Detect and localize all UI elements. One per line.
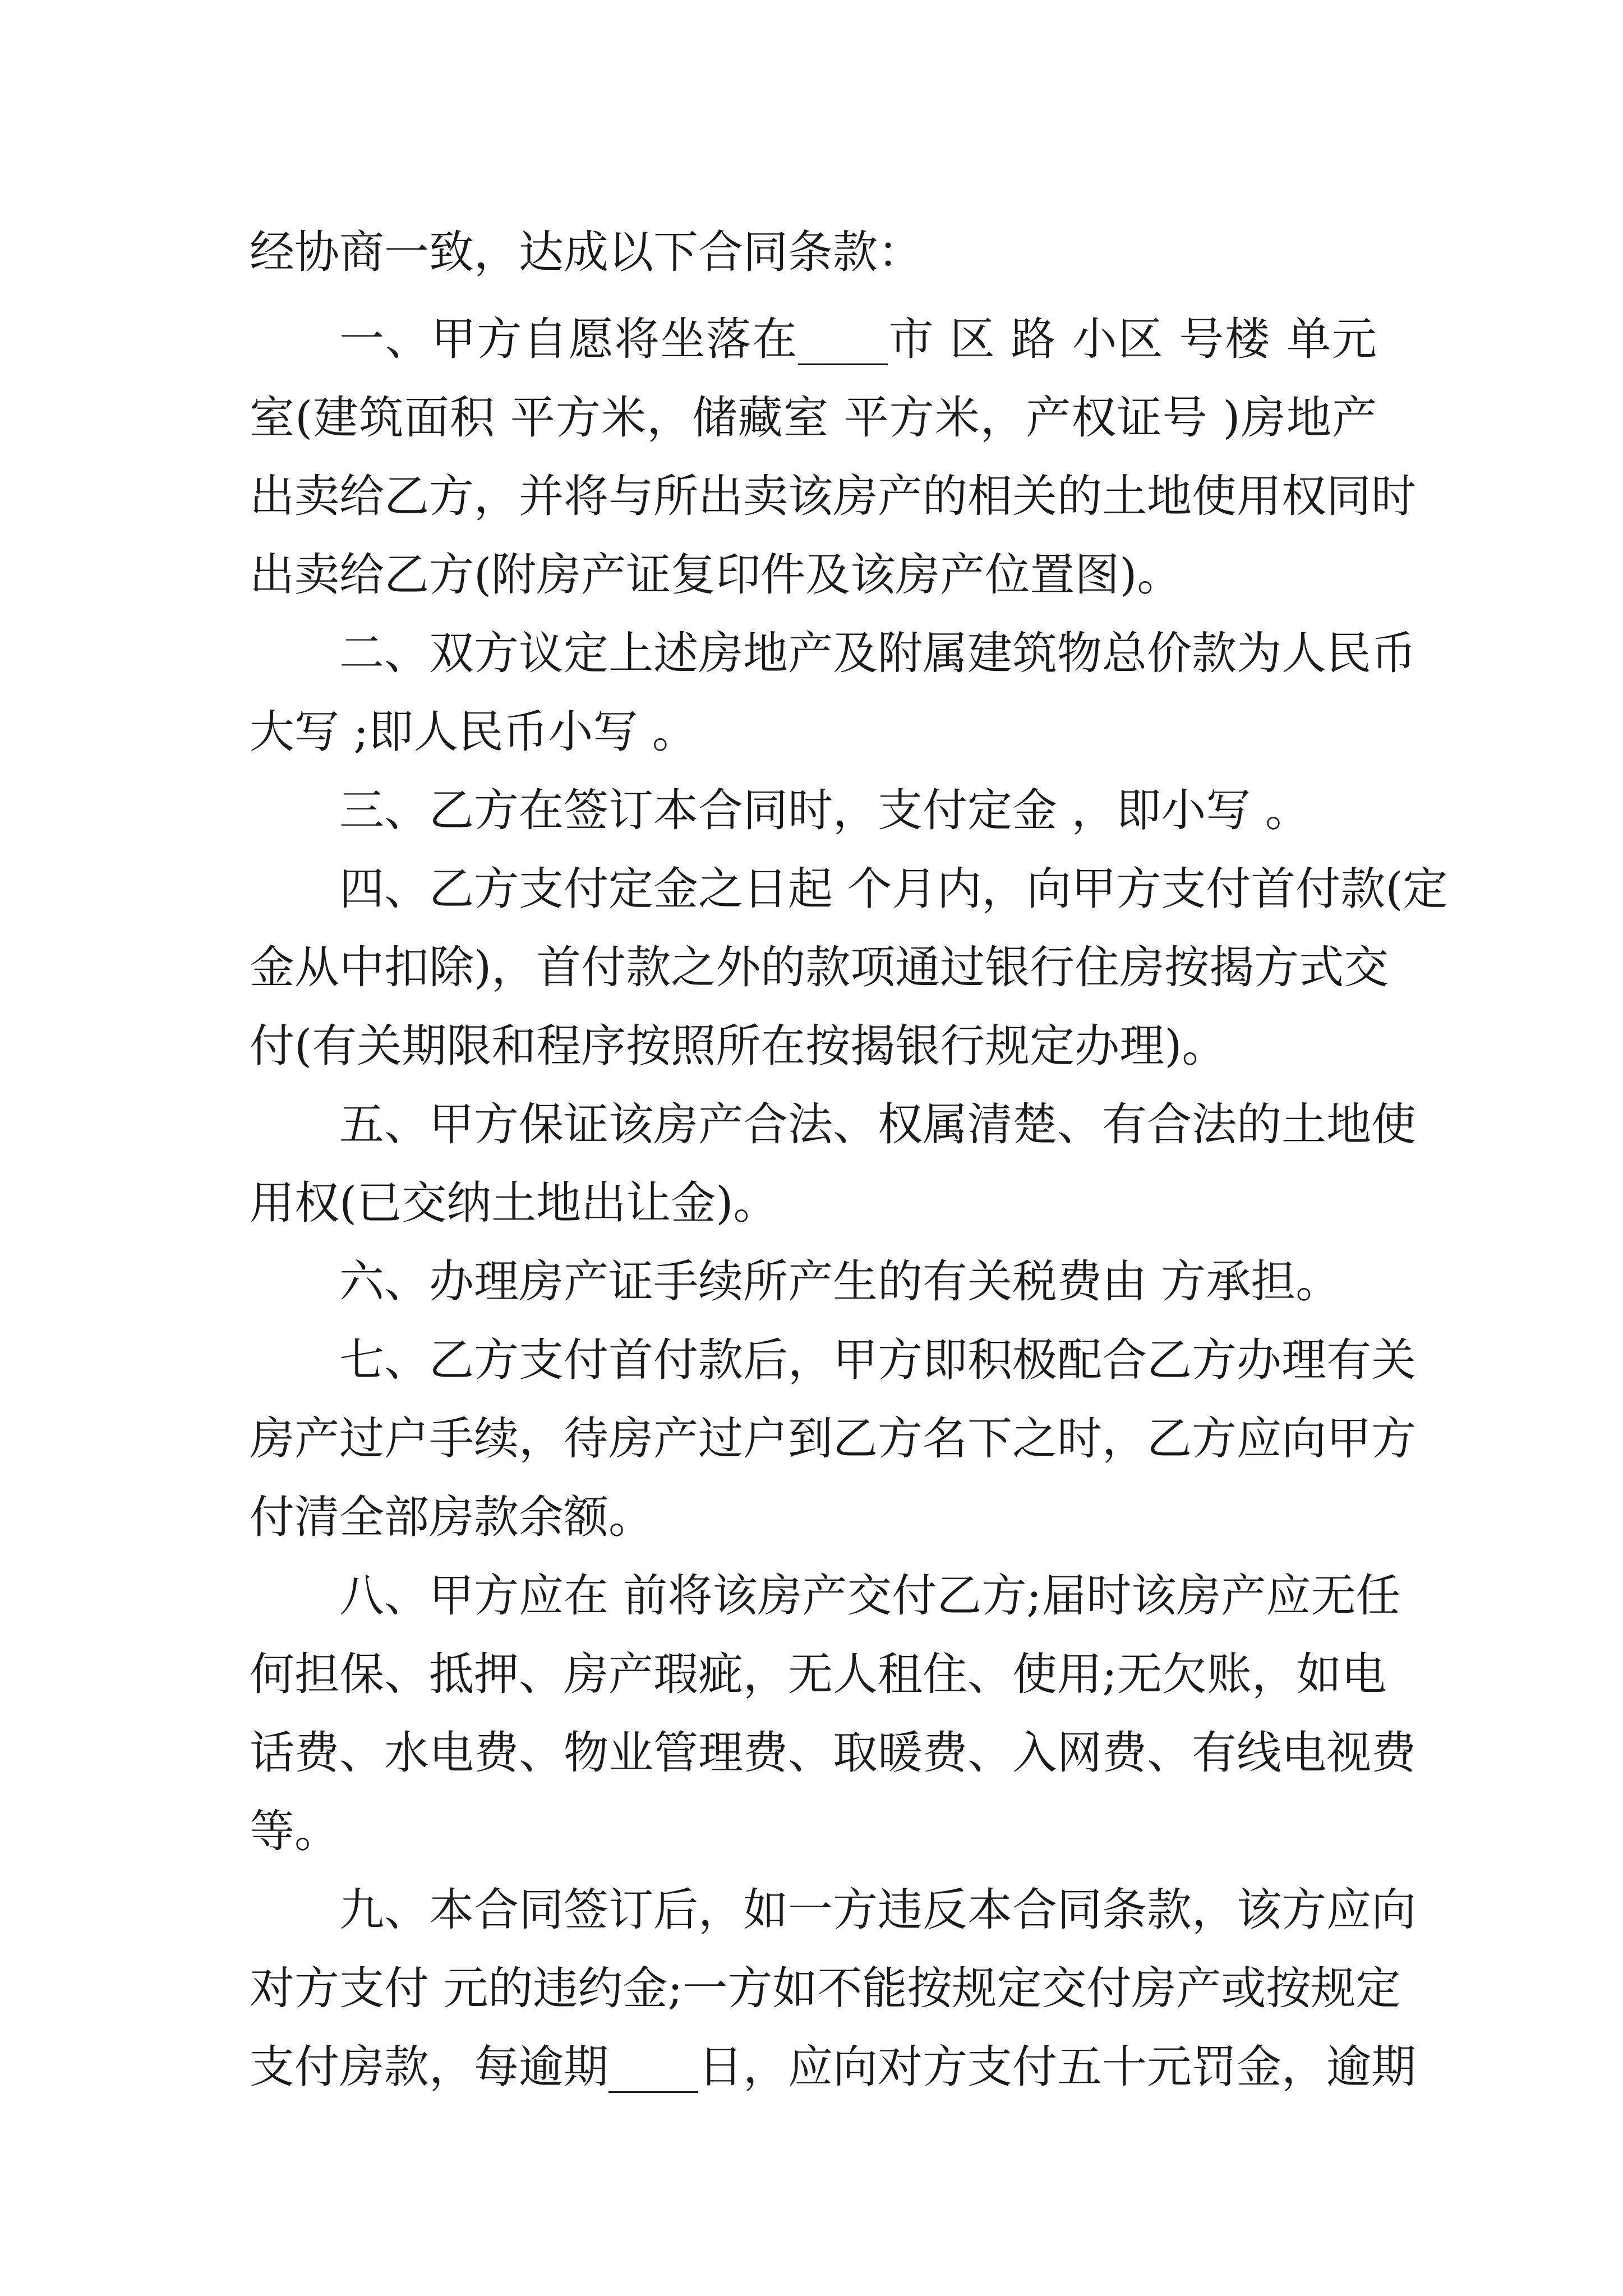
clause-7-line-2: 房产过户手续，待房产过户到乙方名下之时，乙方应向甲方 (250, 1412, 1416, 1465)
clause-9-line-2: 对方支付 元的违约金;一方如不能按规定交付房产或按规定 (250, 1962, 1401, 2014)
clause-9-line-1: 九、本合同签订后，如一方违反本合同条款，该方应向 (339, 1884, 1416, 1936)
intro-line: 经协商一致，达成以下合同条款： (250, 226, 923, 278)
clause-7-line-3: 付清全部房款余额。 (250, 1491, 653, 1543)
clause-4-line-2: 金从中扣除)，首付款之外的款项通过银行住房按揭方式交 (250, 941, 1389, 993)
clause-9-line-3: 支付房款，每逾期____日，应向对方支付五十元罚金，逾期 (250, 2041, 1416, 2093)
clause-5-line-2: 用权(已交纳土地出让金)。 (250, 1177, 778, 1229)
clause-1-line-1: 一、甲方自愿将坐落在____市 区 路 小区 号楼 单元 (339, 313, 1377, 365)
clause-8-line-3: 话费、水电费、物业管理费、取暖费、入网费、有线电视费 (250, 1727, 1416, 1779)
clause-3-line-1: 三、乙方在签订本合同时，支付定金 ，即小写 。 (339, 784, 1310, 836)
clause-2-line-1: 二、双方议定上述房地产及附属建筑物总价款为人民币 (339, 627, 1416, 679)
clause-1-line-2: 室(建筑面积 平方米，储藏室 平方米，产权证号 )房地产 (250, 392, 1377, 444)
clause-7-line-1: 七、乙方支付首付款后，甲方即积极配合乙方办理有关 (339, 1334, 1416, 1386)
clause-6-line-1: 六、办理房产证手续所产生的有关税费由 方承担。 (339, 1255, 1341, 1308)
clause-8-line-2: 何担保、抵押、房产瑕疵，无人租住、使用;无欠账，如电 (250, 1648, 1386, 1700)
clause-1-line-3: 出卖给乙方，并将与所出卖该房产的相关的土地使用权同时 (250, 470, 1416, 522)
clause-5-line-1: 五、甲方保证该房产合法、权属清楚、有合法的土地使 (339, 1098, 1416, 1151)
clause-1-line-4: 出卖给乙方(附房产证复印件及该房产位置图)。 (250, 549, 1182, 601)
clause-4-line-3: 付(有关期限和程序按照所在按揭银行规定办理)。 (250, 1020, 1227, 1072)
clause-8-line-1: 八、甲方应在 前将该房产交付乙方;届时该房产应无任 (339, 1570, 1401, 1622)
clause-8-line-4: 等。 (250, 1805, 339, 1857)
clause-2-line-2: 大写 ;即人民币小写 。 (250, 706, 697, 758)
clause-4-line-1: 四、乙方支付定金之日起 个月内，向甲方支付首付款(定 (339, 863, 1448, 915)
